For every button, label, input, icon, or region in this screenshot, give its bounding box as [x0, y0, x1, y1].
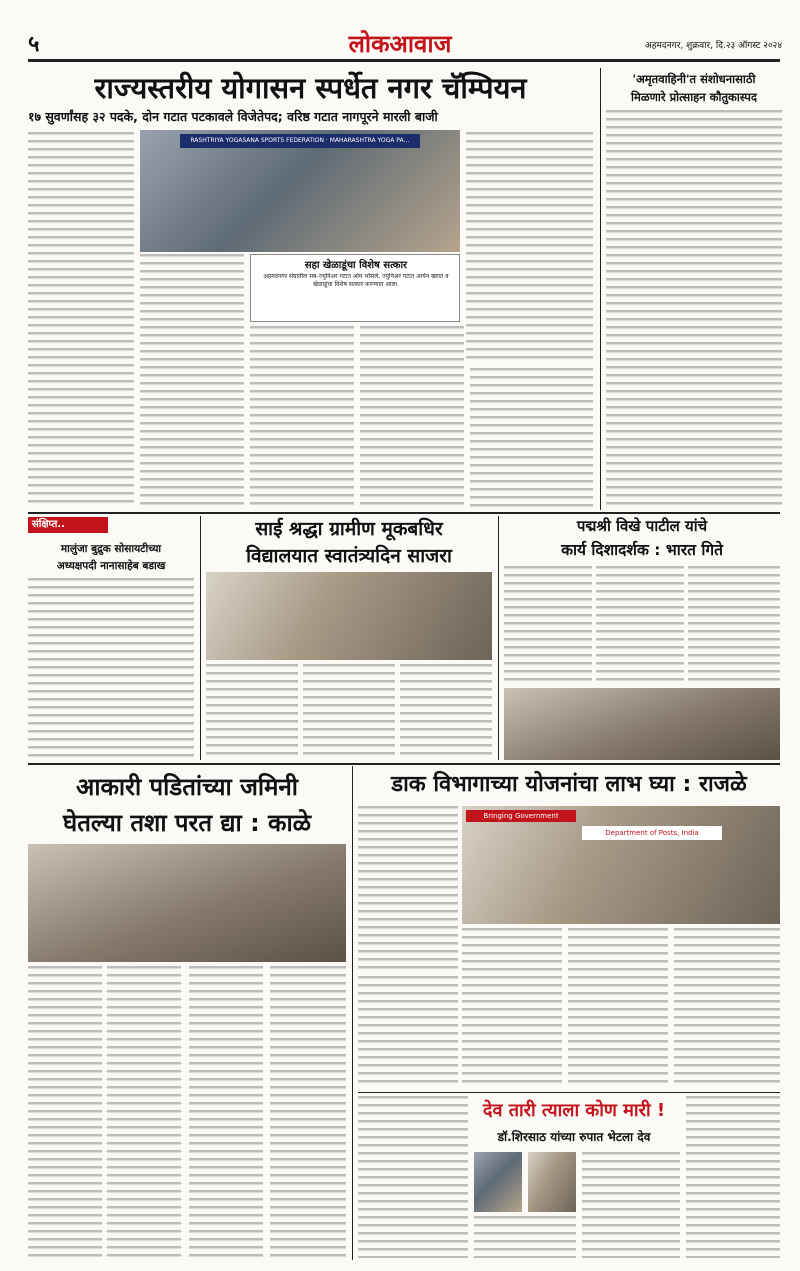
yoga-team-photo [140, 130, 460, 252]
sai-headline-1: साई श्रद्धा ग्रामीण मूकबधिर [255, 518, 443, 540]
yoga-caption-body: अहमदनगर संघातील सब-ज्युनिअर गटात ओम भोंसले, ज्युनिअर गटात आर्यन खरात व खेळाडूंचा विशेष सत्कार करण्यात आला. [263, 273, 449, 288]
sai-col-1 [206, 664, 298, 760]
akari-col-2 [107, 966, 181, 1258]
gite-col-1 [504, 566, 592, 684]
post-col-1b [358, 976, 458, 1088]
malunja-body [28, 578, 194, 760]
post-col-4 [674, 928, 780, 1088]
sai-headline-2: विद्यालयात स्वातंत्र्यदिन साजरा [246, 545, 452, 567]
yoga-col-4 [250, 326, 354, 510]
amrutvahini-headline-2: मिळणारे प्रोत्साहन कौतुकास्पद [631, 90, 757, 104]
yoga-col-5 [360, 326, 464, 510]
col-divider-akari [352, 766, 353, 1260]
akari-headline-2: घेतल्या तशा परत द्या : काळे [63, 809, 311, 837]
col-divider-right [600, 68, 601, 510]
malunja-headline-2: अध्यक्षपदी नानासाहेब बडाख [56, 560, 166, 572]
masthead [0, 0, 800, 62]
masthead-rule [28, 59, 780, 62]
dev-portrait-2 [528, 1152, 576, 1212]
dev-col-left [358, 1096, 468, 1258]
sai-event-photo [206, 572, 492, 660]
yoga-photo-banner: RASHTRIYA YOGASANA SPORTS FEDERATION · MAHARASHTRA YOGA PA… [180, 134, 420, 148]
post-photo-banner-2: Department of Posts, India [582, 826, 722, 840]
col-divider-malunja [200, 516, 201, 760]
yoga-col-3 [140, 254, 244, 510]
yoga-caption-title: सहा खेळाडूंचा विशेष सत्कार [304, 260, 408, 271]
yoga-col-1 [28, 132, 134, 508]
yoga-col-6 [470, 368, 593, 510]
gite-event-photo [504, 688, 780, 760]
akari-meeting-photo [28, 844, 346, 962]
akari-headline-1: आकारी पडितांच्या जमिनी [75, 773, 299, 801]
dev-col-mid-2 [474, 1216, 576, 1258]
masthead-logo: लोकआवाज [348, 30, 452, 57]
dev-headline: देव तारी त्याला कोण मारी ! [482, 1100, 666, 1121]
post-col-1 [358, 806, 458, 972]
yoga-caption-box [250, 254, 460, 322]
brief-section-label: संक्षिप्त.. [28, 517, 108, 533]
amrutvahini-body [606, 110, 782, 510]
yoga-headline: राज्यस्तरीय योगासन स्पर्धेत नगर चॅम्पियन [94, 71, 527, 105]
post-col-2 [462, 928, 562, 1088]
post-col-3 [568, 928, 668, 1088]
yoga-subhead: १७ सुवर्णांसह ३२ पदके, दोन गटात पटकावले विजेतेपद; वरिष्ठ गटात नागपूरने मारली बाजी [28, 109, 438, 124]
akari-col-3 [189, 966, 263, 1258]
sai-col-2 [303, 664, 395, 760]
gite-col-2 [596, 566, 684, 684]
yoga-col-2 [466, 132, 593, 364]
post-headline: डाक विभागाच्या योजनांचा लाभ घ्या : राजळे [391, 772, 747, 797]
post-photo-banner-1: Bringing Government [466, 810, 576, 822]
akari-col-4 [270, 966, 346, 1258]
amrutvahini-headline-1: 'अमृतवाहिनी'त संशोधनासाठी [632, 72, 756, 86]
gite-headline-2: कार्य दिशादर्शक : भारत गिते [561, 541, 723, 559]
sai-col-3 [400, 664, 492, 760]
dev-subhead: डॉ.शिरसाठ यांच्या रुपात भेटला देव [497, 1130, 651, 1144]
page-number: ५ [28, 32, 40, 56]
section-rule-3 [358, 1092, 780, 1093]
gite-col-3 [688, 566, 780, 684]
post-event-photo [462, 806, 780, 924]
section-rule-2 [28, 763, 780, 765]
dev-col-right [686, 1096, 780, 1258]
malunja-headline-1: मालुंजा बुद्रुक सोसायटीच्या [60, 543, 162, 555]
gite-headline-1: पद्मश्री विखे पाटील यांचे [576, 517, 708, 535]
col-divider-sai [498, 516, 499, 760]
dev-col-mid-1 [582, 1152, 680, 1258]
akari-col-1 [28, 966, 102, 1258]
dev-portrait-1 [474, 1152, 522, 1212]
issue-date-line: अहमदनगर, शुक्रवार, दि.२३ ऑगस्ट २०२४ [644, 41, 782, 51]
section-rule-1 [28, 512, 780, 514]
